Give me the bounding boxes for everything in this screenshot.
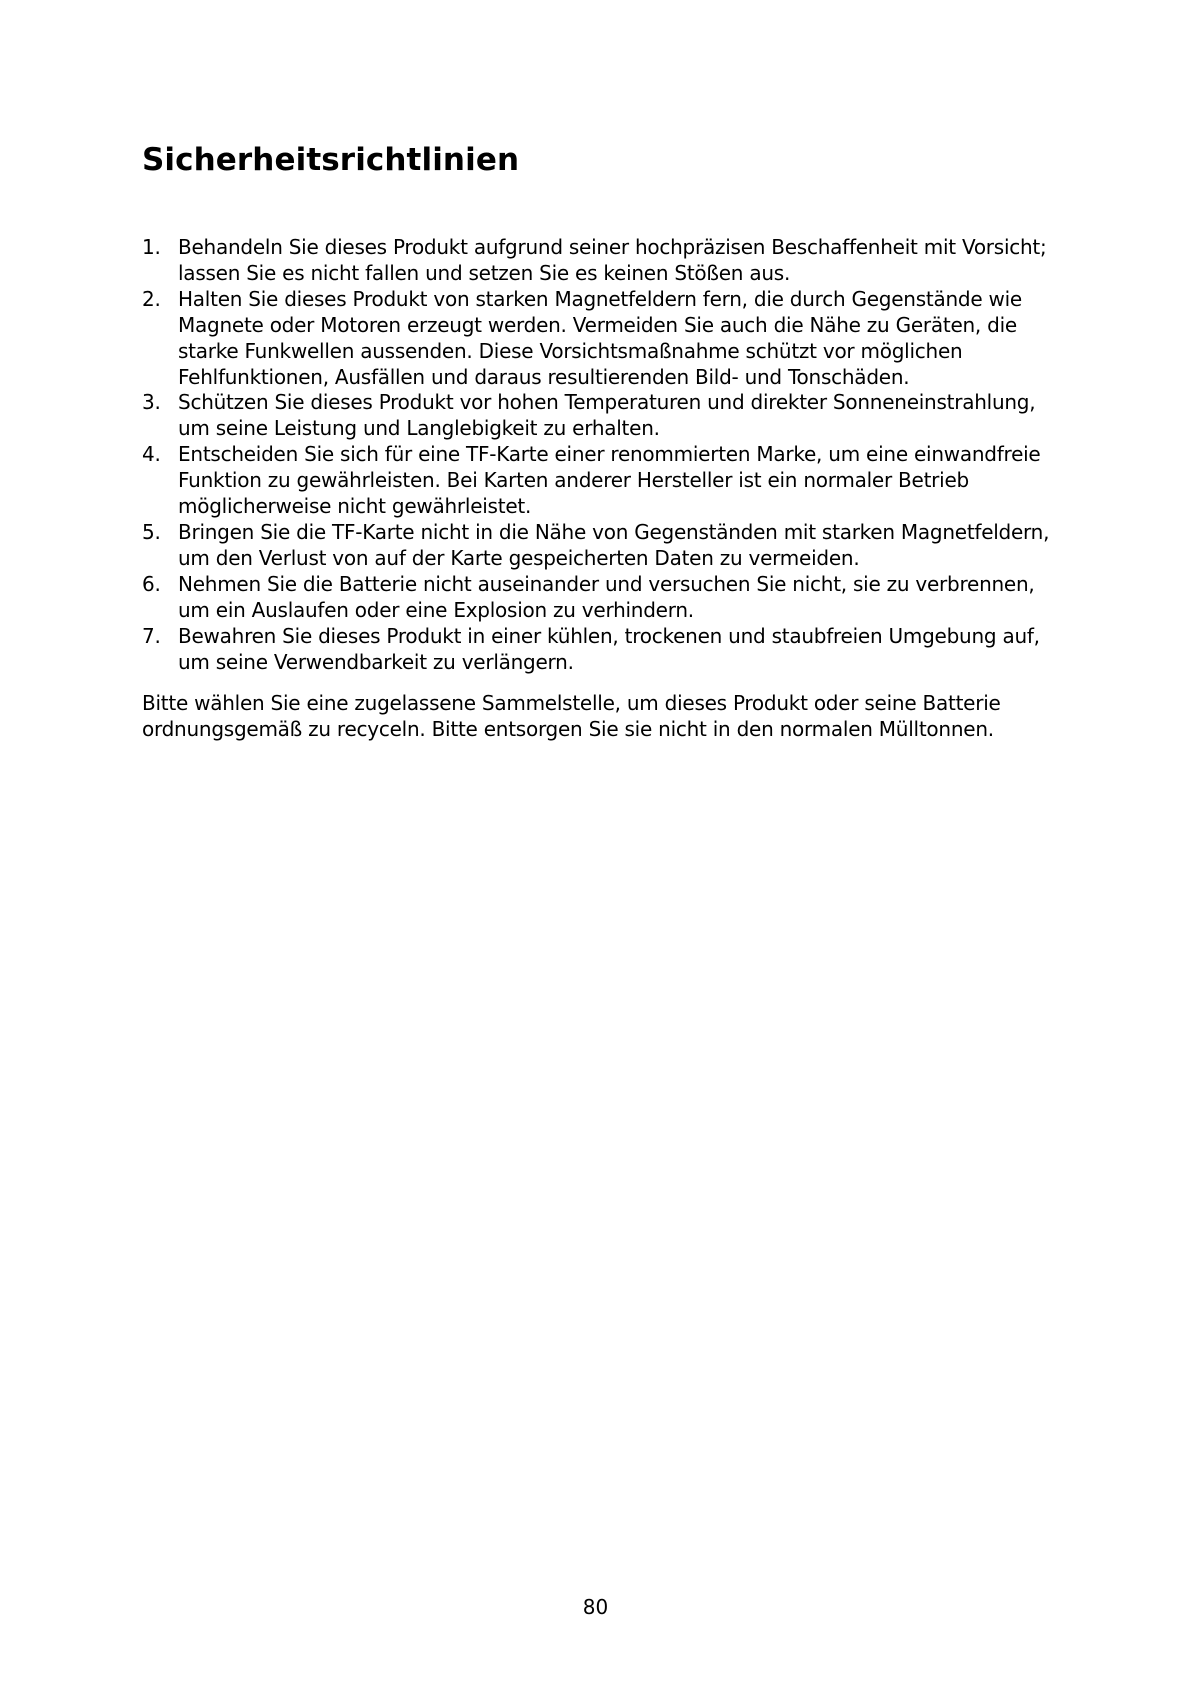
list-item-number: 5. — [142, 519, 161, 544]
list-item — [142, 442, 1072, 520]
page-number: 80 — [582, 1595, 609, 1619]
page-content — [142, 140, 1072, 743]
recycling-note: Bitte wählen Sie eine zugelassene Sammelstelle, um dieses Produkt oder seine Batterie ordnungsgemäß zu recyceln. Bitte entsorgen Sie sie nicht in den normalen Mülltonnen. — [142, 691, 1001, 742]
list-item — [142, 624, 1072, 676]
page-title: Sicherheitsrichtlinien — [142, 142, 520, 178]
list-item-number: 6. — [142, 571, 161, 596]
list-item-number: 7. — [142, 623, 161, 648]
list-item — [142, 520, 1072, 572]
list-item — [142, 235, 1072, 287]
list-item-number: 4. — [142, 442, 161, 467]
list-item — [142, 287, 1072, 391]
list-item-text: Behandeln Sie dieses Produkt aufgrund seiner hochpräzisen Beschaffenheit mit Vorsicht; lassen Sie es nicht fallen und setzen Sie es keinen Stößen aus. — [178, 235, 1047, 285]
list-item-text: Halten Sie dieses Produkt von starken Magnetfeldern fern, die durch Gegenstände wie Magnete oder Motoren erzeugt werden. Vermeiden Sie auch die Nähe zu Geräten, die starke Funkwellen aussenden. Diese Vorsichtsmaßnahme schützt vor möglichen Fehlfunktionen, Ausfällen und daraus resultierenden Bild- und Tonschäden. — [178, 286, 1022, 389]
list-item-number: 2. — [142, 286, 161, 311]
list-item — [142, 390, 1072, 442]
list-item-text: Nehmen Sie die Batterie nicht auseinander und versuchen Sie nicht, sie zu verbrennen, um ein Auslaufen oder eine Explosion zu verhindern. — [178, 571, 1035, 622]
list-item-text: Schützen Sie dieses Produkt vor hohen Temperaturen und direkter Sonneneinstrahlung, um seine Leistung und Langlebigkeit zu erhalten. — [178, 390, 1036, 441]
list-item-text: Bewahren Sie dieses Produkt in einer kühlen, trockenen und staubfreien Umgebung auf, um seine Verwendbarkeit zu verlängern. — [178, 623, 1040, 674]
list-item-text: Bringen Sie die TF-Karte nicht in die Nähe von Gegenständen mit starken Magnetfeldern, um den Verlust von auf der Karte gespeicherten Daten zu vermeiden. — [178, 519, 1050, 570]
safety-list — [142, 235, 1072, 675]
list-item-number: 1. — [142, 235, 161, 259]
list-item-text: Entscheiden Sie sich für eine TF-Karte einer renommierten Marke, um eine einwandfreie Funktion zu gewährleisten. Bei Karten anderer Hersteller ist ein normaler Betrieb möglicherweise nicht gewährleistet. — [178, 442, 1041, 519]
list-item-number: 3. — [142, 390, 161, 415]
list-item — [142, 572, 1072, 624]
